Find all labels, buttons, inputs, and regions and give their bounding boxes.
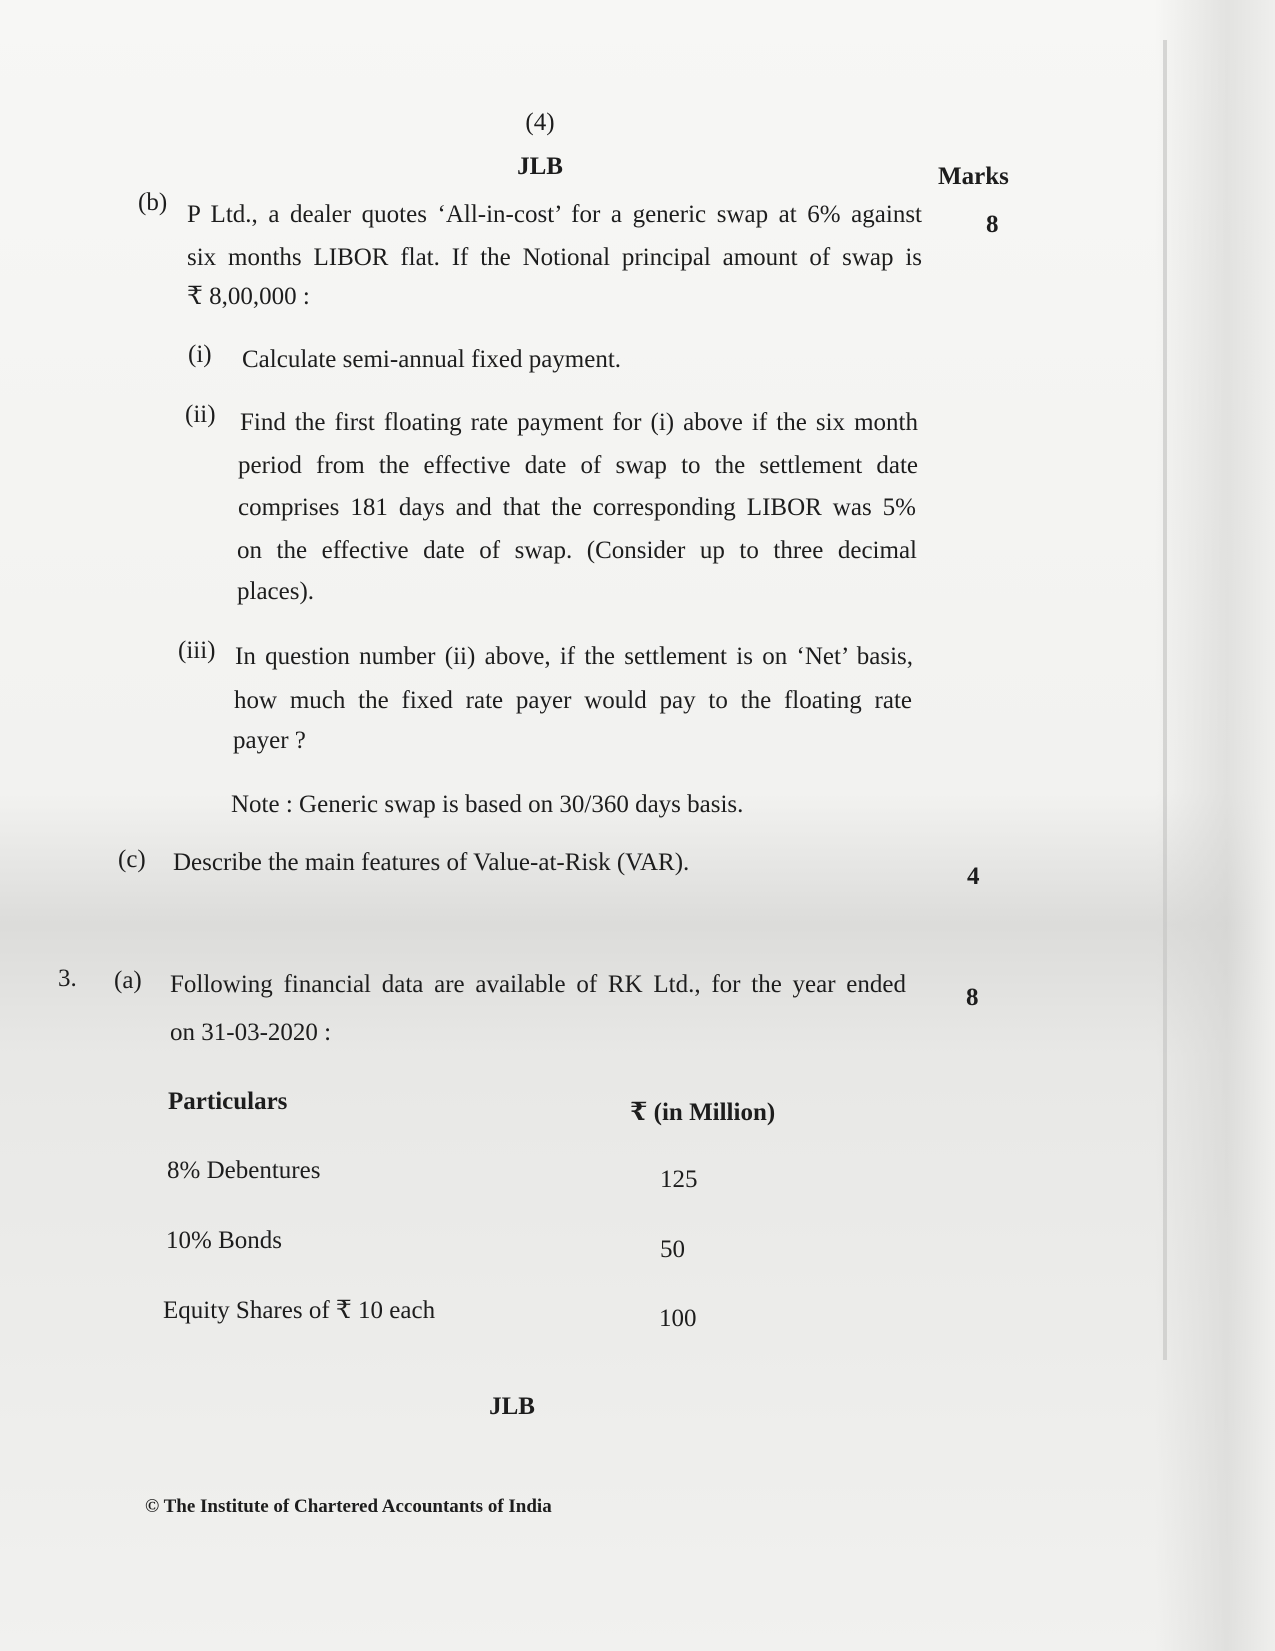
- marks-heading: Marks: [938, 163, 1009, 190]
- part-c-label: (c): [118, 846, 146, 873]
- page-fold-line: [1163, 40, 1167, 1360]
- part-b-label: (b): [138, 189, 168, 216]
- paper-code-top: JLB: [517, 153, 563, 180]
- page-number: (4): [525, 109, 555, 136]
- sub-ii-line-1: Find the first floating rate payment for (i) above if the six month: [240, 409, 918, 436]
- sub-i-text: Calculate semi-annual fixed payment.: [242, 346, 622, 373]
- sub-iii-line-3: payer ?: [233, 727, 306, 754]
- table-row-2-amount: 50: [660, 1236, 685, 1263]
- part-b-line-1: P Ltd., a dealer quotes ‘All-in-cost’ for a generic swap at 6% against: [187, 201, 922, 228]
- table-row-1-particular: 8% Debentures: [167, 1157, 321, 1184]
- sub-ii-label: (ii): [185, 401, 216, 428]
- part-b-marks: 8: [986, 211, 999, 238]
- sub-ii-line-5: places).: [237, 578, 315, 605]
- table-row-3-particular: Equity Shares of ₹ 10 each: [163, 1297, 436, 1324]
- sub-ii-line-3: comprises 181 days and that the corresponding LIBOR was 5%: [238, 494, 916, 521]
- part-b-line-2: six months LIBOR flat. If the Notional principal amount of swap is: [187, 244, 922, 271]
- sub-i-label: (i): [188, 341, 212, 368]
- copyright-notice: © The Institute of Chartered Accountants of India: [145, 1496, 552, 1517]
- question-3-a-label: (a): [114, 967, 142, 994]
- question-3-line-2: on 31-03-2020 :: [170, 1019, 332, 1046]
- sub-iii-label: (iii): [178, 637, 216, 664]
- sub-iii-line-1: In question number (ii) above, if the settlement is on ‘Net’ basis,: [235, 643, 913, 670]
- question-3-marks: 8: [966, 984, 979, 1011]
- note-text: Note : Generic swap is based on 30/360 days basis.: [231, 791, 744, 818]
- table-header-amount: ₹ (in Million): [630, 1099, 776, 1126]
- question-3-number: 3.: [58, 965, 77, 992]
- table-row-3-amount: 100: [659, 1305, 697, 1332]
- sub-ii-line-4: on the effective date of swap. (Consider up to three decimal: [237, 537, 917, 564]
- table-header-particulars: Particulars: [168, 1088, 288, 1115]
- sub-ii-line-2: period from the effective date of swap to the settlement date: [238, 452, 918, 479]
- sub-iii-line-2: how much the fixed rate payer would pay to the floating rate: [234, 687, 912, 714]
- part-c-text: Describe the main features of Value-at-Risk (VAR).: [173, 849, 690, 876]
- part-c-marks: 4: [967, 863, 980, 890]
- paper-code-bottom: JLB: [489, 1393, 535, 1420]
- table-row-2-particular: 10% Bonds: [166, 1227, 282, 1254]
- table-row-1-amount: 125: [660, 1166, 698, 1193]
- question-3-line-1: Following financial data are available of RK Ltd., for the year ended: [170, 971, 906, 998]
- part-b-line-3: ₹ 8,00,000 :: [187, 283, 310, 310]
- page-edge-shadow: [1155, 0, 1275, 1651]
